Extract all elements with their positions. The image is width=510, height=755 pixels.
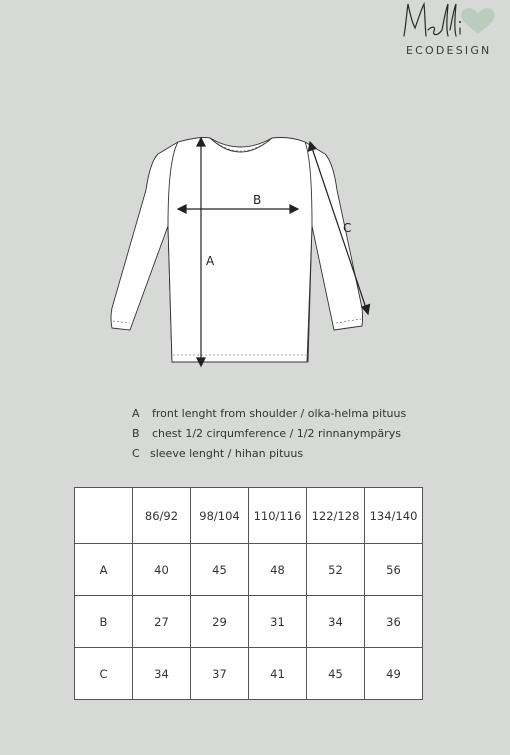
legend-text: front lenght from shoulder / olka-helma pituus bbox=[152, 407, 407, 420]
table-cell: 36 bbox=[365, 596, 423, 648]
size-header: 110/116 bbox=[249, 488, 307, 544]
size-header: 134/140 bbox=[365, 488, 423, 544]
table-cell: 49 bbox=[365, 648, 423, 700]
legend-text: sleeve lenght / hihan pituus bbox=[150, 447, 304, 460]
table-cell: 34 bbox=[307, 596, 365, 648]
measurement-legend bbox=[132, 406, 406, 466]
table-cell: 41 bbox=[249, 648, 307, 700]
legend-letter: B bbox=[132, 427, 140, 440]
table-cell: 48 bbox=[249, 544, 307, 596]
table-cell: 37 bbox=[191, 648, 249, 700]
diagram-label-b: B bbox=[253, 193, 262, 207]
table-cell: 45 bbox=[191, 544, 249, 596]
table-cell: 56 bbox=[365, 544, 423, 596]
legend-letter: A bbox=[132, 407, 140, 420]
row-label: A bbox=[75, 544, 133, 596]
table-cell: 34 bbox=[133, 648, 191, 700]
brand-subtitle: ECODESIGN bbox=[406, 44, 492, 57]
table-corner-cell bbox=[75, 488, 133, 544]
table-cell: 31 bbox=[249, 596, 307, 648]
table-cell: 29 bbox=[191, 596, 249, 648]
diagram-label-a: A bbox=[206, 254, 215, 268]
row-label: B bbox=[75, 596, 133, 648]
legend-text: chest 1/2 cirqumference / 1/2 rinnanympärys bbox=[152, 427, 401, 440]
legend-item-b bbox=[132, 426, 406, 446]
legend-letter: C bbox=[132, 447, 140, 460]
table-header-row bbox=[75, 488, 423, 544]
table-cell: 27 bbox=[133, 596, 191, 648]
script-logotype bbox=[404, 4, 460, 36]
table-row bbox=[75, 596, 423, 648]
row-label: C bbox=[75, 648, 133, 700]
diagram-label-c: C bbox=[343, 221, 352, 235]
brand-logo bbox=[398, 0, 506, 62]
legend-item-c bbox=[132, 446, 406, 466]
legend-item-a bbox=[132, 406, 406, 426]
heart-icon bbox=[462, 8, 495, 34]
size-header: 86/92 bbox=[133, 488, 191, 544]
table-cell: 45 bbox=[307, 648, 365, 700]
table-cell: 40 bbox=[133, 544, 191, 596]
table-row bbox=[75, 648, 423, 700]
logo-mark bbox=[398, 0, 506, 46]
size-header: 122/128 bbox=[307, 488, 365, 544]
garment-diagram bbox=[100, 130, 390, 375]
size-header: 98/104 bbox=[191, 488, 249, 544]
long-sleeve-shirt-icon bbox=[100, 130, 390, 375]
table-cell: 52 bbox=[307, 544, 365, 596]
table-row bbox=[75, 544, 423, 596]
size-chart-table bbox=[74, 487, 423, 700]
